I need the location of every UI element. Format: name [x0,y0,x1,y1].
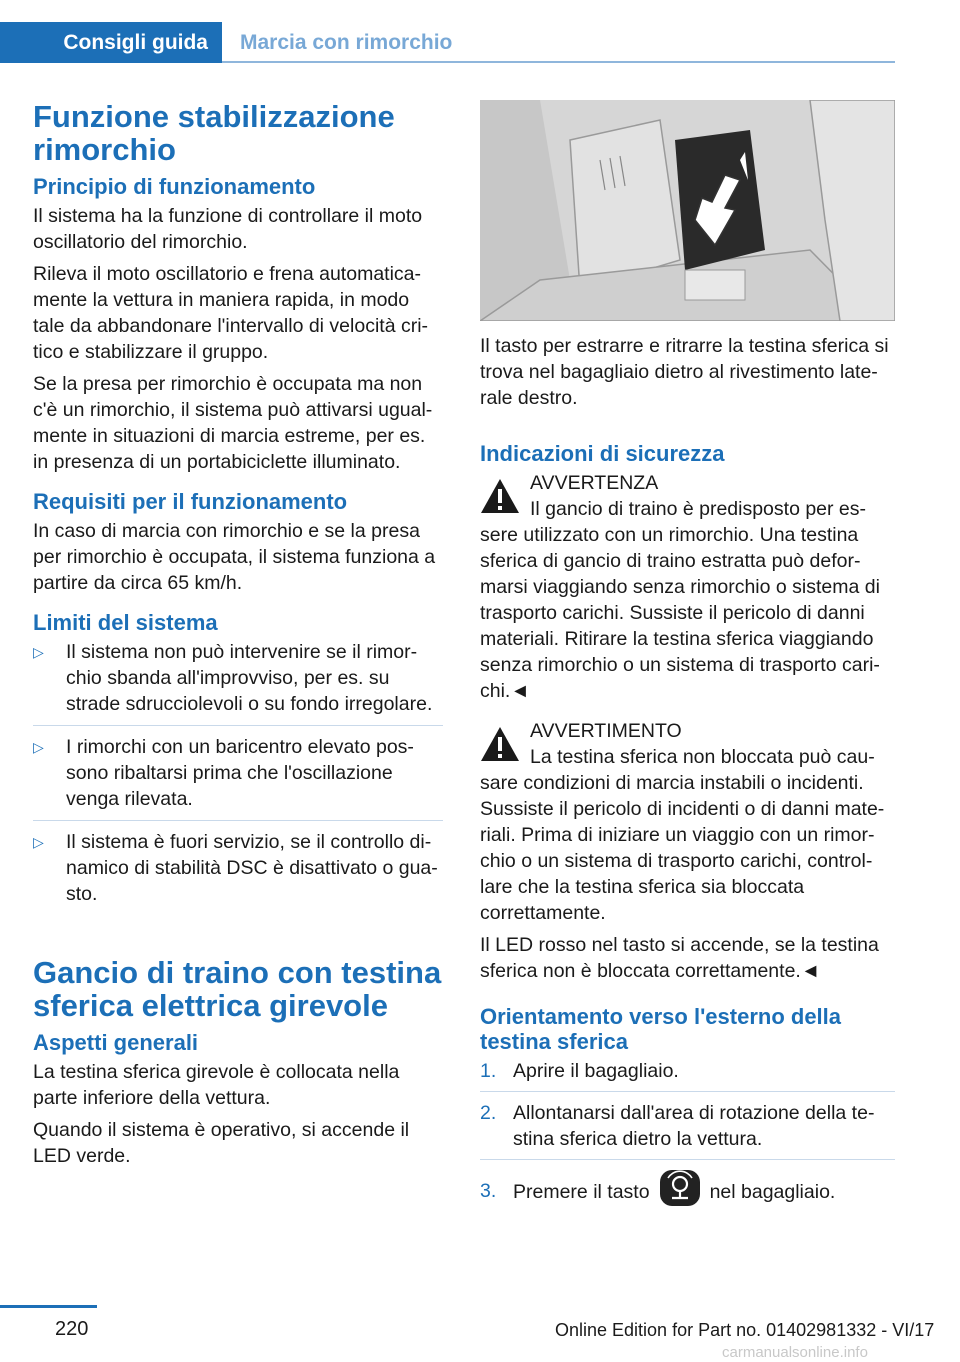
triangle-bullet-icon: ▷ [33,834,44,850]
paragraph: Quando il sistema è operativo, si accende il LED verde. [33,1119,410,1167]
list-item [480,1100,895,1160]
header-divider [222,61,895,63]
heading-aspetti: Aspetti generali [33,1030,199,1055]
warning-title: AVVERTENZA [530,472,659,494]
trunk-illustration-icon [480,100,895,321]
list-item [480,1168,895,1216]
paragraph: Se la presa per rimorchio è occupata ma non c'è un rimorchio, il sistema può attivarsi ugual-mente in situazioni di marcia estreme, per es. in presenza di un portabiciclette illuminato. [33,373,433,473]
tab-marcia-con-rimorchio[interactable] [240,22,452,63]
warning-text [480,744,895,926]
header-tabbar [0,22,895,63]
heading-principio: Principio di funzionamento [33,174,316,199]
watermark: carmanualsonline.info [722,1344,868,1361]
edition-label: Online Edition for Part no. 01402981332 - VI/17 [555,1320,935,1340]
paragraph: Il LED rosso nel tasto si accende, se la testina sferica non è bloccata correttamente.◄ [480,934,879,982]
steps-list [480,1058,895,1216]
trunk-photo [480,100,895,321]
warning-triangle-icon [480,478,520,514]
photo-caption: Il tasto per estrarre e ritrarre la testina sferica si trova nel bagagliaio dietro al rivestimento late-rale destro. [480,335,889,409]
paragraph: Rileva il moto oscillatorio e frena automatica-mente la vettura in maniera rapida, in modo tale da abbandonare l'intervallo di velocità cri-tico e stabilizzare il gruppo. [33,263,429,363]
step-number: 2. [480,1102,497,1124]
list-item [33,734,443,821]
tab-label: Consigli guida [63,30,208,54]
triangle-bullet-icon: ▷ [33,739,44,755]
trailer-hitch-button-icon [658,1168,702,1208]
step-number: 3. [480,1180,497,1202]
warning-triangle-icon [480,726,520,762]
step-number: 1. [480,1060,497,1082]
step-text: Allontanarsi dall'area di rotazione della te-stina sferica dietro la vettura. [513,1102,875,1150]
page-number: 220 [55,1318,89,1340]
list-item-text: Il sistema è fuori servizio, se il controllo di-namico di stabilità DSC è disattivato o gua-sto. [66,831,438,905]
list-item-text: I rimorchi con un baricentro elevato pos-sono ribaltarsi prima che l'oscillazione venga rilevata. [66,736,414,810]
heading-stabilizzazione: Funzione stabilizzazione rimorchio [33,99,395,167]
warning-text-body: Il gancio di traino è predisposto per es-sere utilizzato con un rimorchio. Una testina sferica di gancio di traino estratta può defor-marsi viaggiando senza rimorchio o sistema di trasporto carichi. Sussiste il pericolo di danni materiali. Ritirare la testina sferica viaggiando senza rimorchio o un sistema di trasporto cari-chi.◄ [480,498,880,702]
paragraph: La testina sferica girevole è collocata nella parte inferiore della vettura. [33,1061,400,1109]
left-column [33,100,443,1175]
step-text: Aprire il bagagliaio. [513,1060,679,1082]
triangle-bullet-icon: ▷ [33,644,44,660]
paragraph: Il sistema ha la funzione di controllare il moto oscillatorio del rimorchio. [33,205,423,253]
list-item [33,639,443,726]
heading-orientamento: Orientamento verso l'esterno della testina sferica [480,1004,842,1054]
heading-requisiti: Requisiti per il funzionamento [33,489,348,514]
step-text: Premere il tasto [513,1181,650,1204]
tab-label: Marcia con rimorchio [240,31,453,54]
paragraph: In caso di marcia con rimorchio e se la presa per rimorchio è occupata, il sistema funziona a partire da circa 65 km/h. [33,520,436,594]
step-text: nel bagagliaio. [709,1181,836,1204]
list-item [480,1058,895,1092]
tab-consigli-guida[interactable] [0,22,222,63]
heading-limiti: Limiti del sistema [33,610,218,635]
warning-box [480,718,895,926]
footer-accent-line [0,1305,97,1308]
heading-sicurezza: Indicazioni di sicurezza [480,441,725,466]
list-item [33,829,443,916]
limiti-list [33,639,443,916]
warning-text [480,496,895,704]
warning-box [480,470,895,704]
warning-title: AVVERTIMENTO [530,720,682,742]
warning-text-body: La testina sferica non bloccata può cau-sare condizioni di marcia instabili o incidenti. Sussiste il pericolo di incidenti o di danni mate-riali. Prima di iniziare un viaggio con un rimor-chio o un sistema di trasporto carichi, control-lare che la testina sferica sia bloccata correttamente. [480,746,885,924]
list-item-text: Il sistema non può intervenire se il rimor-chio sbanda all'improvviso, per es. su strade sdrucciolevoli o su fondo irregolare. [66,641,433,715]
heading-gancio: Gancio di traino con testina sferica elettrica girevole [33,955,442,1023]
right-column [480,100,895,1224]
